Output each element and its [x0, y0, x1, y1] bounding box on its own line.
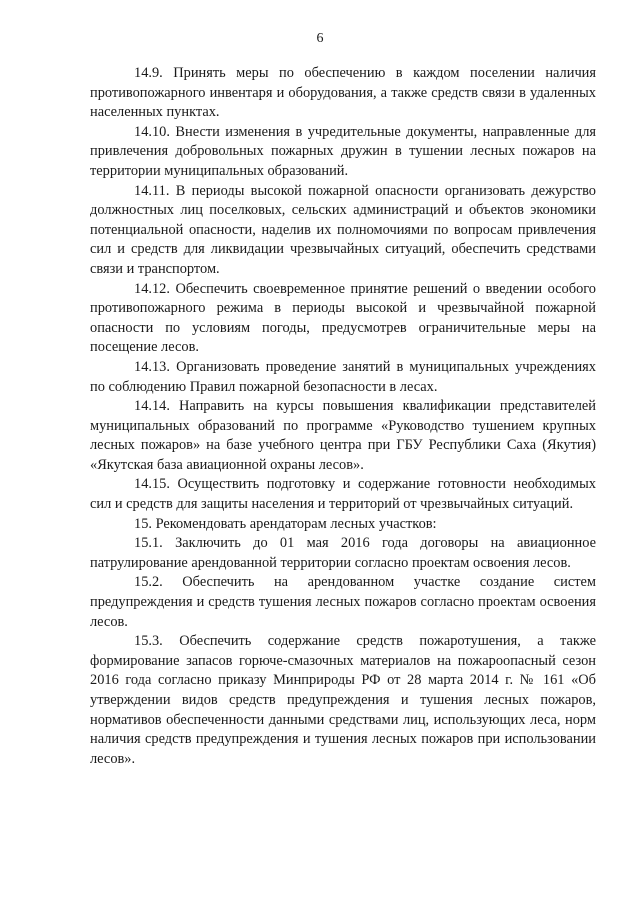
paragraph-14-15: 14.15. Осуществить подготовку и содержание готовности необходимых сил и средств для защиты населения и территорий от чрезвычайных ситуаций.: [90, 476, 596, 513]
paragraph-14-12: 14.12. Обеспечить своевременное принятие решений о введении особого противопожарного режима в периоды высокой и чрезвычайной пожарной опасности по условиям погоды, предусмотрев ограничительные меры на посещение лесов.: [90, 280, 596, 356]
paragraph-15-3: 15.3. Обеспечить содержание средств пожаротушения, а также формирование запасов горюче-смазочных материалов на пожароопасный сезон 2016 года согласно приказу Минприроды РФ от 28 марта 2014 г. № 161 «Об утверждении видов средств предупреждения и тушения лесных пожаров, нормативов обеспеченности данными средствами лиц, использующих леса, норм наличия средств предупреждения и тушения лесных пожаров при использовании лесов».: [90, 633, 596, 767]
page-number: 6: [316, 31, 324, 46]
paragraph-14-14: 14.14. Направить на курсы повышения квалификации представителей муниципальных образований по программе «Руководство тушением крупных лесных пожаров» на базе учебного центра при ГБУ Республики Саха (Якутия) «Якутская база авиационной охраны лесов».: [90, 398, 596, 473]
paragraph-14-10: 14.10. Внести изменения в учредительные документы, направленные для привлечения добровольных пожарных дружин в тушении лесных пожаров на территории муниципальных образований.: [90, 123, 596, 179]
document-body: [90, 64, 596, 769]
paragraph-15-1: 15.1. Заключить до 01 мая 2016 года договоры на авиационное патрулирование арендованной территории согласно проектам освоения лесов.: [90, 535, 596, 571]
paragraph-15-2: 15.2. Обеспечить на арендованном участке создание систем предупреждения и средств тушения лесных пожаров согласно проектам освоения лесов.: [90, 574, 596, 630]
paragraph-14-9: 14.9. Принять меры по обеспечению в каждом поселении наличия противопожарного инвентаря и оборудования, а также средств связи в удаленных населенных пунктах.: [90, 65, 596, 121]
paragraph-15: 15. Рекомендовать арендаторам лесных участков:: [134, 515, 437, 532]
paragraph-14-13: 14.13. Организовать проведение занятий в муниципальных учреждениях по соблюдению Правил пожарной безопасности в лесах.: [90, 358, 596, 395]
paragraph-14-11: 14.11. В периоды высокой пожарной опасности организовать дежурство должностных лиц поселковых, сельских администраций и объектов экономики потенциальной опасности, наделив их полномочиями по вопросам привлечения сил и средств для ликвидации чрезвычайных ситуаций, обеспечить средствами связи и транспортом.: [90, 182, 596, 277]
